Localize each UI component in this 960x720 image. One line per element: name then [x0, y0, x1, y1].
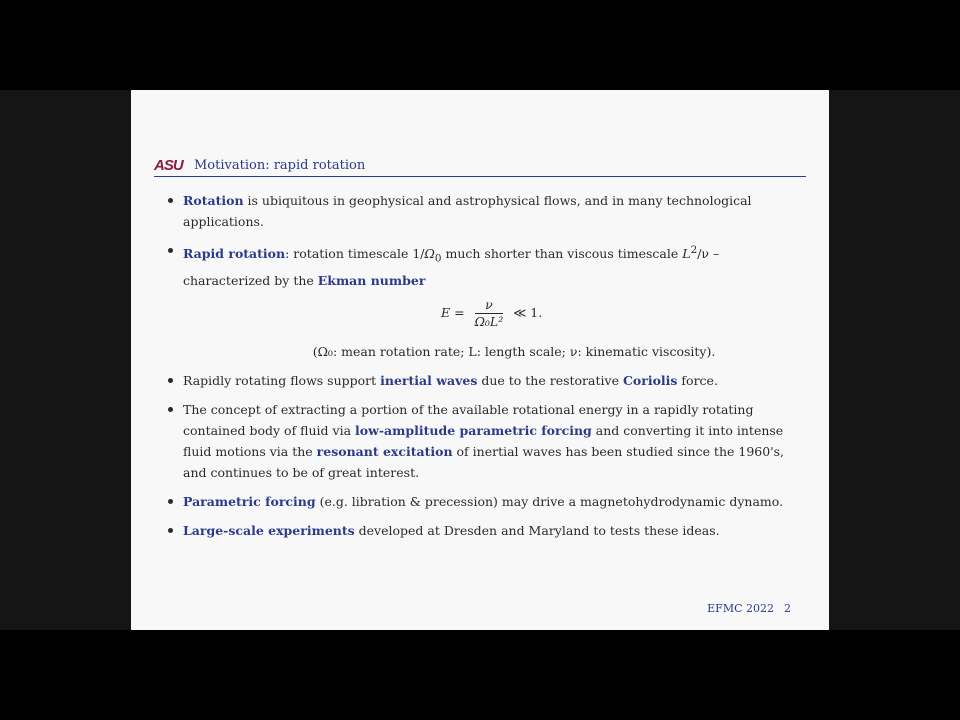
bullet-rotation: [165, 190, 805, 232]
bullet-highlight: Rapid rotation: [183, 246, 286, 262]
ekman-equation: [183, 297, 805, 337]
bottom-black-band: [0, 630, 960, 720]
bullet-text: Rapidly rotating flows support: [183, 372, 381, 388]
bullet-highlight: Large-scale experiments: [183, 522, 355, 538]
equation-fraction: [475, 297, 504, 330]
slide-title: Motivation: rapid rotation: [194, 158, 366, 173]
presentation-slide: [131, 90, 829, 630]
bullet-dot: [168, 198, 173, 203]
bullet-text: characterized by the: [183, 272, 318, 288]
bullet-highlight: Parametric forcing: [183, 493, 316, 509]
page-number: 2: [784, 602, 791, 615]
bullet-highlight: low-amplitude parametric forcing: [355, 422, 592, 438]
bullet-text: is ubiquitous in geophysical and astrophysical flows, and in many technological applications.: [183, 193, 752, 229]
bullet-highlight: Ekman number: [317, 272, 426, 288]
equation-numerator: ν: [475, 297, 504, 314]
bullet-highlight: resonant excitation: [316, 443, 453, 459]
bullet-highlight: Rotation: [183, 193, 244, 208]
bullet-highlight: inertial waves: [380, 372, 478, 388]
bullet-text: developed at Dresden and Maryland to tests these ideas.: [354, 522, 720, 538]
bullet-text: : rotation timescale 1/: [285, 246, 425, 262]
slide-footer: [697, 602, 791, 615]
bullet-dot: [168, 528, 173, 533]
conference-label: EFMC 2022: [707, 602, 774, 615]
bullet-inertial-waves: [165, 370, 805, 391]
bullet-parametric-forcing: [165, 491, 805, 512]
superscript: 2: [690, 244, 698, 256]
equation-rhs: ≪ 1.: [513, 304, 543, 320]
subscript: 0: [434, 252, 442, 265]
slide-header: [154, 156, 806, 178]
bullet-text: /ν –: [697, 246, 720, 262]
bullet-text: of inertial waves has been studied since the 1960's, and continues to be of great interest.: [183, 443, 785, 480]
bullet-dot: [168, 407, 173, 412]
bullet-text: and converting it into intense fluid motions via the: [183, 422, 784, 459]
bullet-concept: [165, 399, 805, 483]
header-rule: [154, 176, 806, 177]
bullet-text: much shorter than viscous timescale: [441, 246, 683, 262]
top-black-band: [0, 0, 960, 90]
length-symbol: L: [682, 246, 691, 262]
bullet-dot: [168, 499, 173, 504]
bullet-text: The concept of extracting a portion of the available rotational energy in a rapidly rotating contained body of fluid via: [183, 401, 754, 438]
bullet-text: force.: [677, 372, 718, 388]
bullet-text: (e.g. libration & precession) may drive a magnetohydrodynamic dynamo.: [315, 493, 784, 509]
bullet-dot: [168, 378, 173, 383]
omega-symbol: Ω: [424, 246, 435, 262]
bullet-text: due to the restorative: [477, 372, 623, 388]
equation-denominator: Ω₀L²: [474, 313, 504, 329]
slide-content: [165, 190, 805, 549]
equation-lhs: E =: [441, 304, 465, 320]
bullet-highlight: Coriolis: [622, 372, 678, 388]
equation-note: (Ω₀: mean rotation rate; L: length scale; ν: kinematic viscosity).: [312, 343, 716, 359]
asu-logo: ASU: [154, 157, 183, 174]
bullet-experiments: [165, 520, 805, 541]
bullet-dot: [168, 248, 173, 253]
bullet-rapid-rotation: [165, 240, 805, 362]
